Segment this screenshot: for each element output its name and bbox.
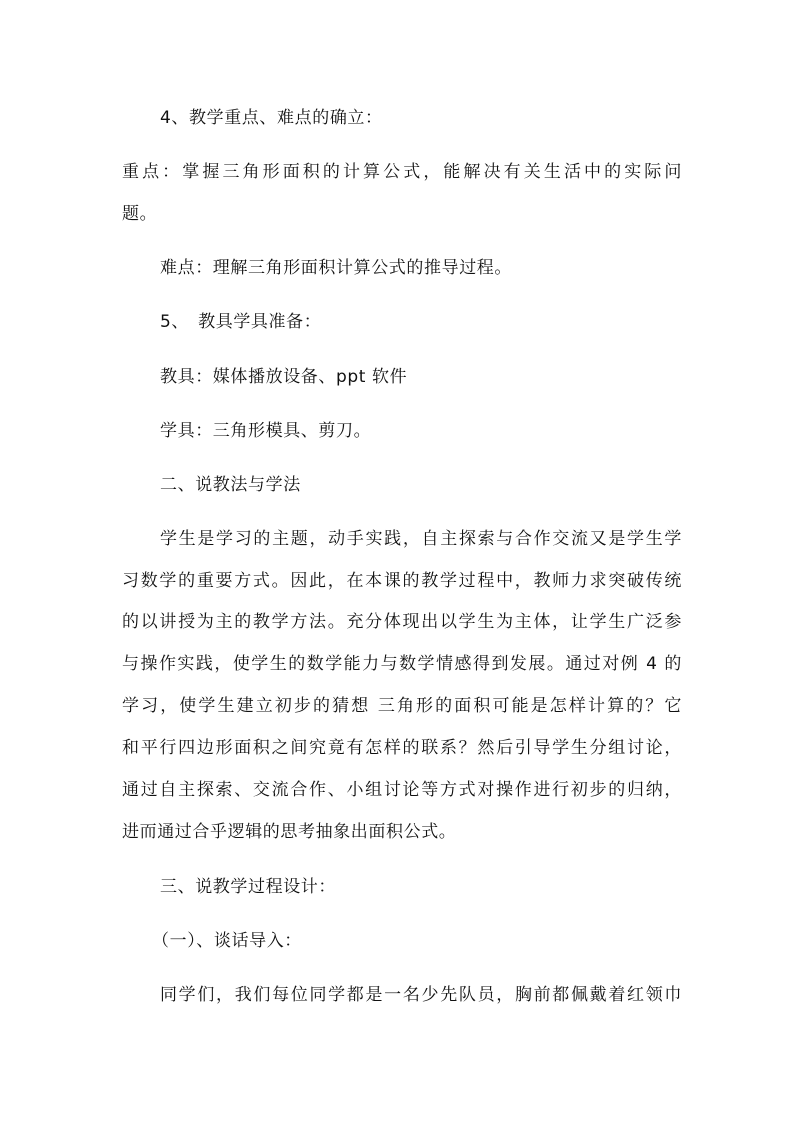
difficult-point: 难点：理解三角形面积计算公式的推导过程。 [160, 258, 512, 278]
key-point-line-1: 重点：掌握三角形面积的计算公式，能解决有关生活中的实际问 [122, 162, 682, 182]
subheading-intro: （一）、谈话导入： [152, 931, 302, 951]
key-point-line-2: 题。 [122, 204, 158, 224]
paragraph-line: 和平行四边形面积之间究竟有怎样的联系？然后引导学生分组讨论， [122, 738, 682, 758]
learning-tools: 学具：三角形模具、剪刀。 [160, 421, 372, 441]
intro-text: 同学们，我们每位同学都是一名少先队员，胸前都佩戴着红领巾 [160, 985, 682, 1005]
paragraph-line: 习数学的重要方式。因此，在本课的教学过程中，教师力求突破传统 [122, 571, 682, 591]
teaching-tools: 教具：媒体播放设备、ppt 软件 [160, 367, 408, 387]
paragraph-line: 与操作实践，使学生的数学能力与数学情感得到发展。通过对例 4 的 [122, 654, 682, 674]
paragraph-line: 进而通过合乎逻辑的思考抽象出面积公式。 [122, 822, 457, 842]
paragraph-line: 的以讲授为主的教学方法。充分体现出以学生为主体，让学生广泛参 [122, 612, 682, 632]
heading-methods: 二、说教法与学法 [160, 475, 301, 495]
heading-key-points: 4、教学重点、难点的确立： [160, 108, 383, 128]
heading-tools: 5、 教具学具准备： [160, 312, 322, 332]
paragraph-line: 学习，使学生建立初步的猜想 三角形的面积可能是怎样计算的？它 [122, 696, 682, 716]
heading-process: 三、说教学过程设计： [160, 877, 336, 897]
paragraph-line: 学生是学习的主题，动手实践，自主探索与合作交流又是学生学 [160, 529, 682, 549]
paragraph-line: 通过自主探索、交流合作、小组讨论等方式对操作进行初步的归纳， [122, 780, 682, 800]
